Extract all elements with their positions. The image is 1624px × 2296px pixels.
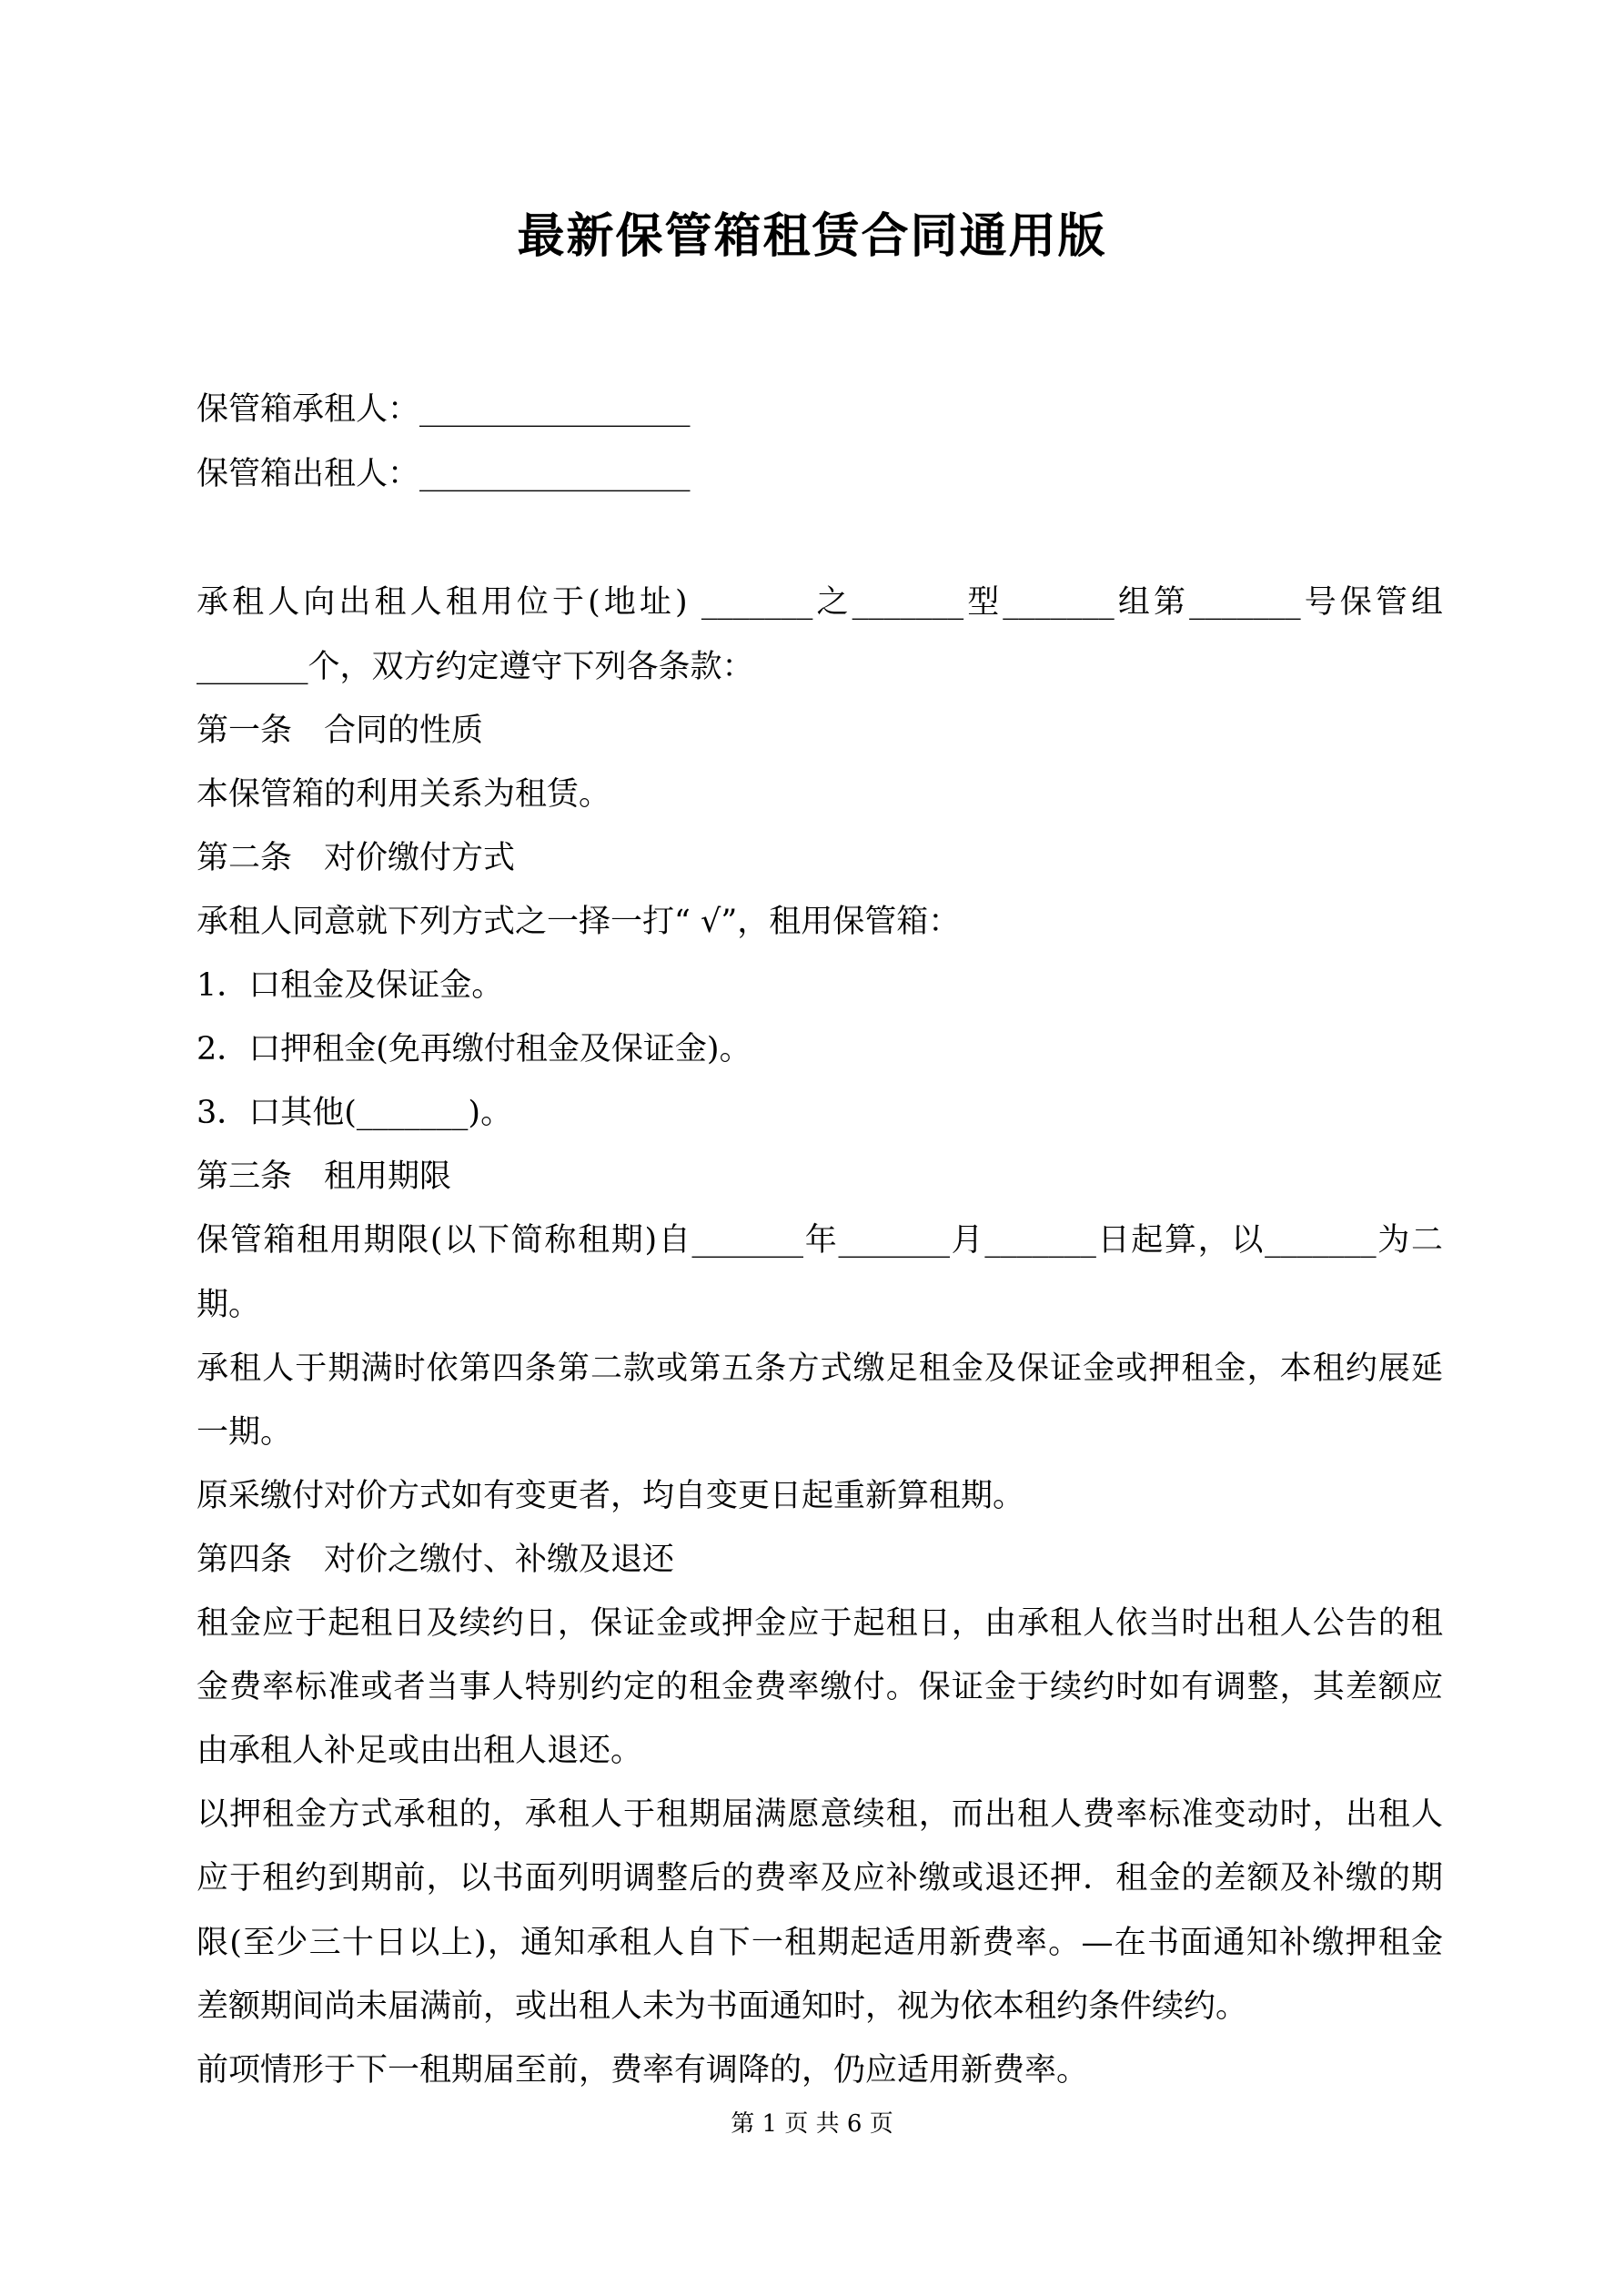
text-line: 差额期间尚未届满前，或出租人未为书面通知时，视为依本租约条件续约。 (197, 1988, 1248, 2025)
text-line: 前项情形于下一租期届至前，费率有调降的，仍应适用新费率。 (197, 2052, 1089, 2089)
list-item: 3．口其他(_______)。 (197, 1095, 513, 1131)
text-line: 保管箱租用期限(以下简称租期)自_______年_______月_______日起算，以_______为二 (197, 1222, 1443, 1259)
article-heading: 第四条 对价之缴付、补缴及退还 (197, 1542, 675, 1578)
list-item: 1．口租金及保证金。 (197, 967, 504, 1004)
lessor-field: 保管箱出租人：_________________ (197, 456, 691, 492)
text-line: 原采缴付对价方式如有变更者，均自变更日起重新算租期。 (197, 1478, 1025, 1514)
text-line: 承租人于期满时依第四条第二款或第五条方式缴足租金及保证金或押租金，本租约展延 (197, 1350, 1443, 1387)
text-line: 期。 (197, 1287, 261, 1323)
text-line: 限(至少三十日以上)，通知承租人自下一租期起适用新费率。—在书面通知补缴押租金 (197, 1925, 1443, 1961)
text-line: 一期。 (197, 1414, 293, 1451)
tenant-field: 保管箱承租人：_________________ (197, 391, 691, 428)
text-line: 由承租人补足或由出租人退还。 (197, 1733, 643, 1769)
article-heading: 第一条 合同的性质 (197, 713, 484, 749)
text-line: 以押租金方式承租的，承租人于租期届满愿意续租，而出租人费率标准变动时，出租人 (197, 1796, 1443, 1833)
text-line: 承租人同意就下列方式之一择一打“ √”，租用保管箱： (197, 904, 961, 940)
document-title: 最新保管箱租赁合同通用版 (517, 208, 1107, 264)
article-heading: 第三条 租用期限 (197, 1158, 452, 1195)
text-line: _______个，双方约定遵守下列各条款： (197, 649, 754, 685)
article-heading: 第二条 对价缴付方式 (197, 840, 516, 876)
list-item: 2．口押租金(免再缴付租金及保证金)。 (197, 1031, 751, 1067)
text-line: 承租人向出租人租用位于(地址) _______之_______型_______组第_______号保管组 (197, 584, 1443, 621)
text-line: 租金应于起租日及续约日，保证金或押金应于起租日，由承租人依当时出租人公告的租 (197, 1605, 1443, 1642)
page-number: 第 1 页 共 6 页 (731, 2110, 893, 2138)
text-line: 金费率标准或者当事人特别约定的租金费率缴付。保证金于续约时如有调整，其差额应 (197, 1669, 1443, 1705)
text-line: 应于租约到期前，以书面列明调整后的费率及应补缴或退还押．租金的差额及补缴的期 (197, 1860, 1443, 1896)
text-line: 本保管箱的利用关系为租赁。 (197, 776, 611, 813)
